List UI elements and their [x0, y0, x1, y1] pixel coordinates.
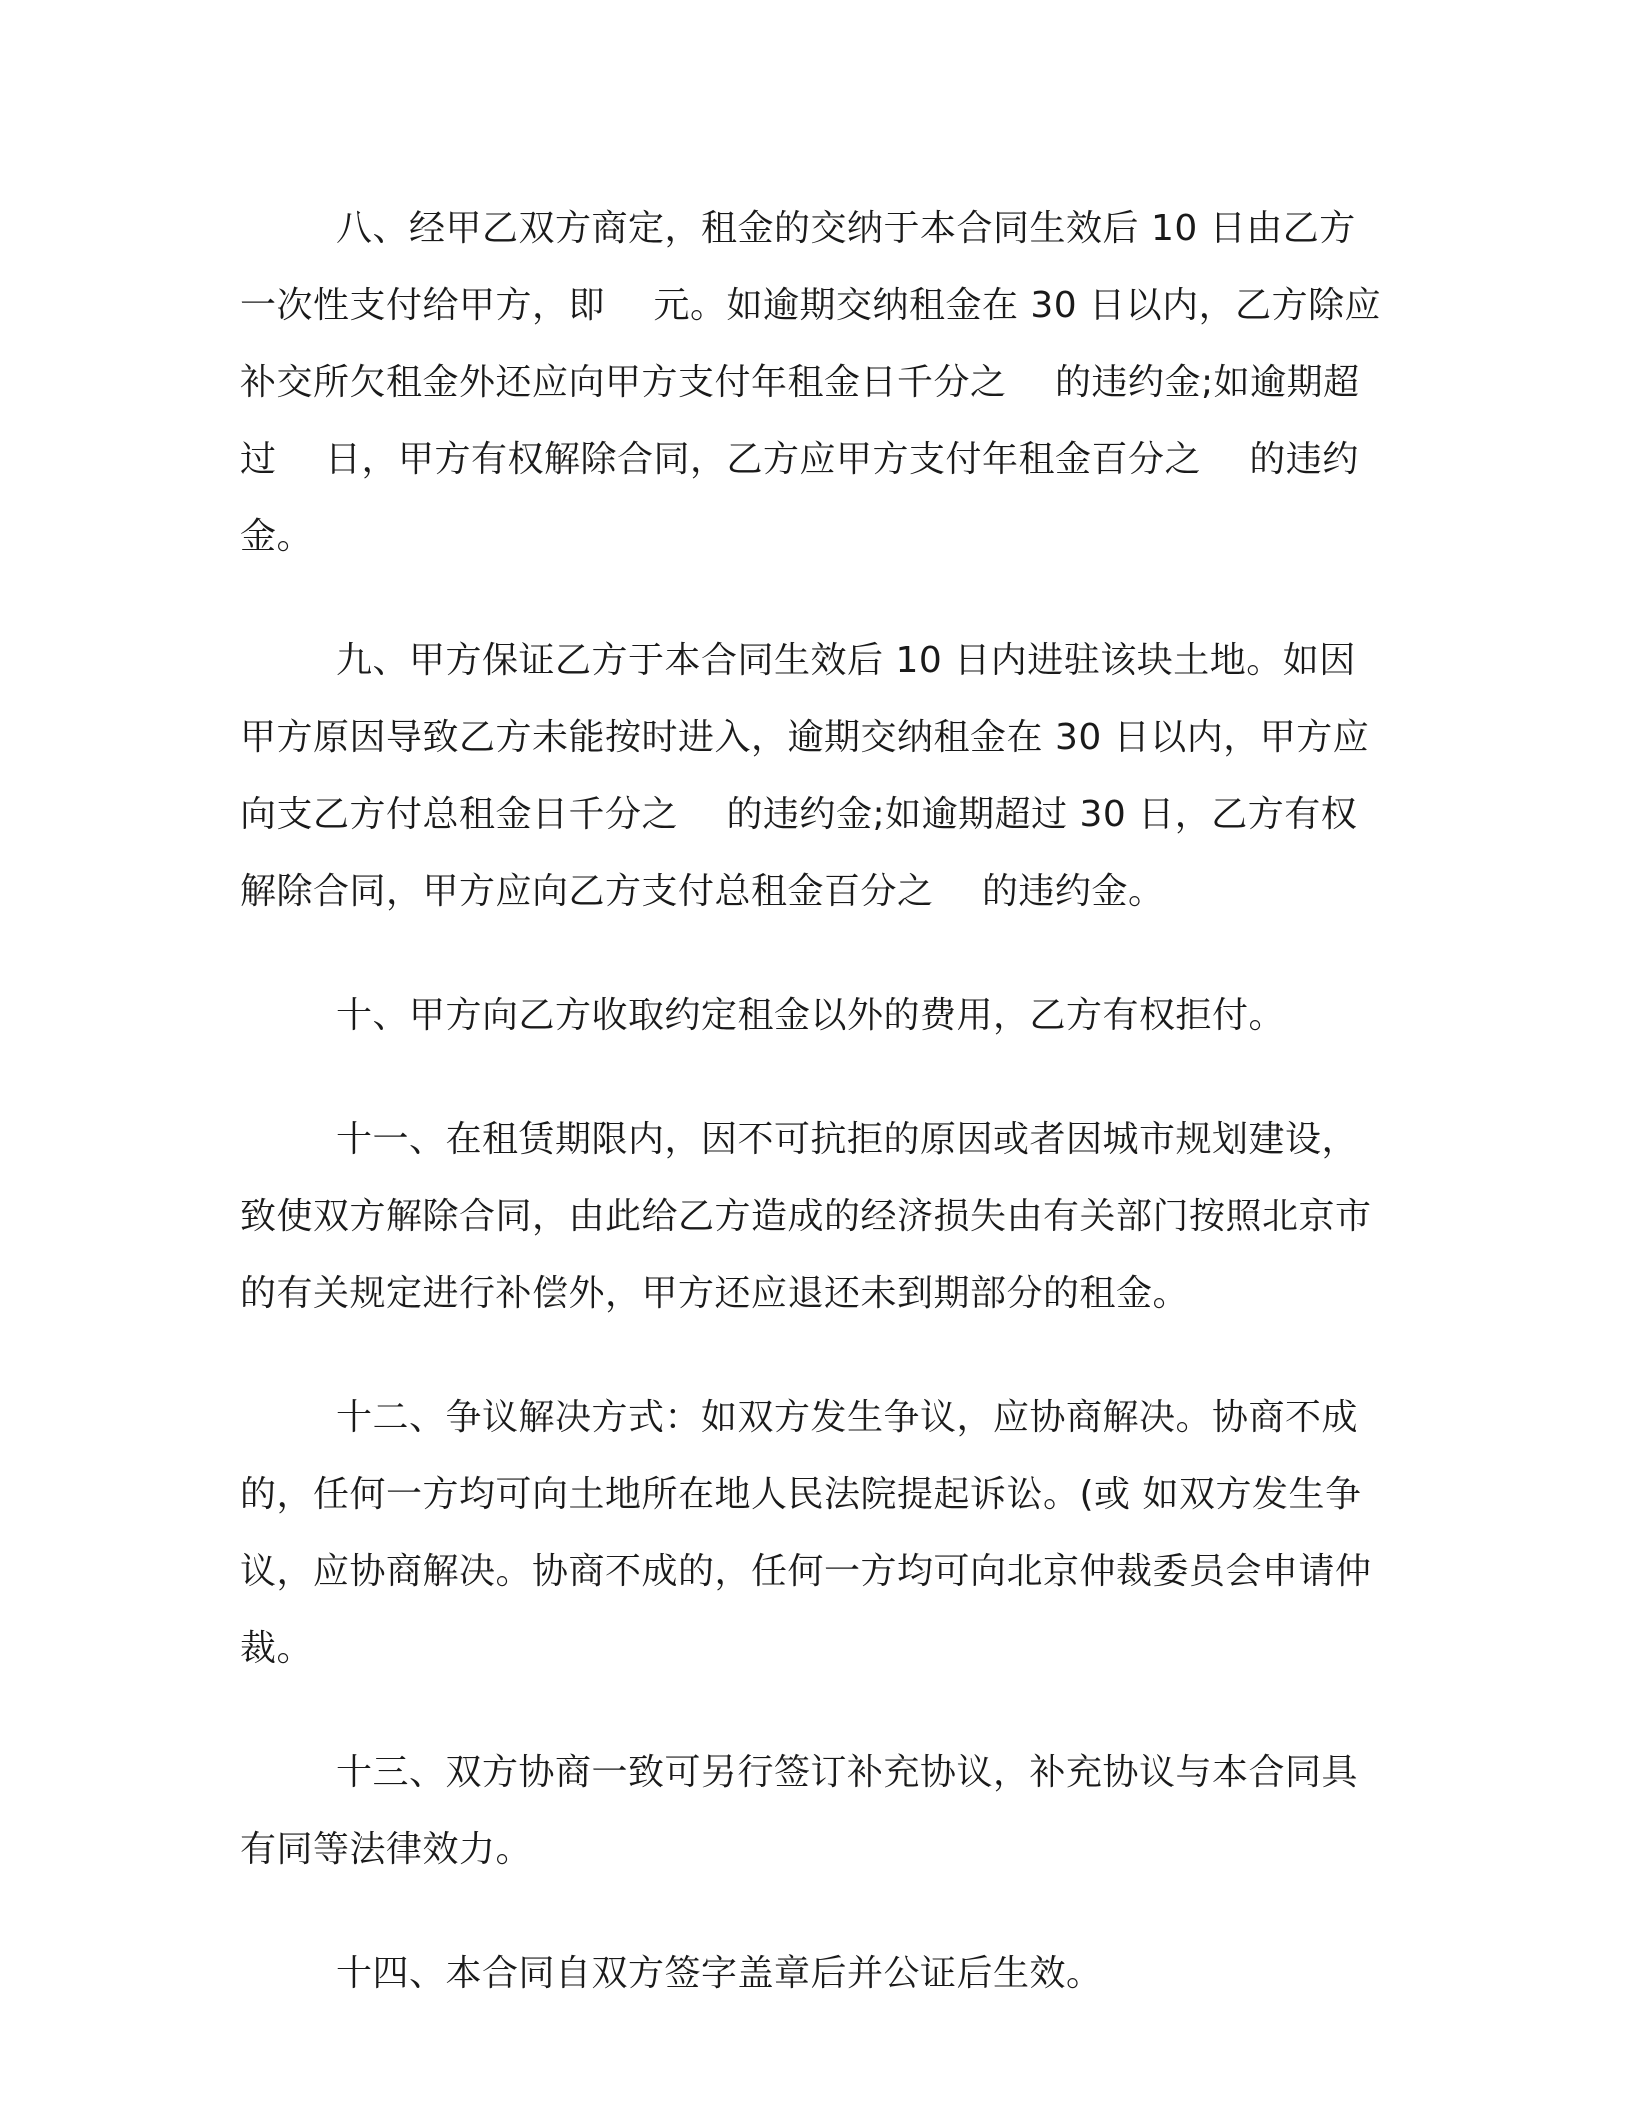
- clause-9-paragraph: 九、甲方保证乙方于本合同生效后 10 日内进驻该块土地。如因甲方原因导致乙方未能按时进入，逾期交纳租金在 30 日以内，甲方应向支乙方付总租金日千分之 的违约金;如逾期超过 30 日，乙方有权解除合同，甲方应向乙方支付总租金百分之 的违约金。: [240, 640, 1370, 912]
- clause-14-paragraph: 十四、本合同自双方签字盖章后并公证后生效。: [336, 1953, 1103, 1994]
- clause-8-paragraph: 八、经甲乙双方商定，租金的交纳于本合同生效后 10 日由乙方一次性支付给甲方，即 元。如逾期交纳租金在 30 日以内，乙方除应补交所欠租金外还应向甲方支付年租金日千分之 的违约金;如逾期超过 日，甲方有权解除合同，乙方应甲方支付年租金百分之 的违约金。: [240, 208, 1382, 557]
- clause-10-paragraph: 十、甲方向乙方收取约定租金以外的费用，乙方有权拒付。: [336, 995, 1286, 1036]
- clause-11-paragraph: 十一、在租赁期限内，因不可抗拒的原因或者因城市规划建设，致使双方解除合同，由此给乙方造成的经济损失由有关部门按照北京市的有关规定进行补偿外，甲方还应退还未到期部分的租金。: [240, 1119, 1372, 1314]
- document-body: [240, 190, 1388, 2059]
- clause-12-paragraph: 十二、争议解决方式：如双方发生争议，应协商解决。协商不成的，任何一方均可向土地所在地人民法院提起诉讼。(或 如双方发生争议，应协商解决。协商不成的，任何一方均可向北京仲裁委员会申请仲裁。: [240, 1397, 1372, 1669]
- clause-13-paragraph: 十三、双方协商一致可另行签订补充协议，补充协议与本合同具有同等法律效力。: [240, 1752, 1359, 1870]
